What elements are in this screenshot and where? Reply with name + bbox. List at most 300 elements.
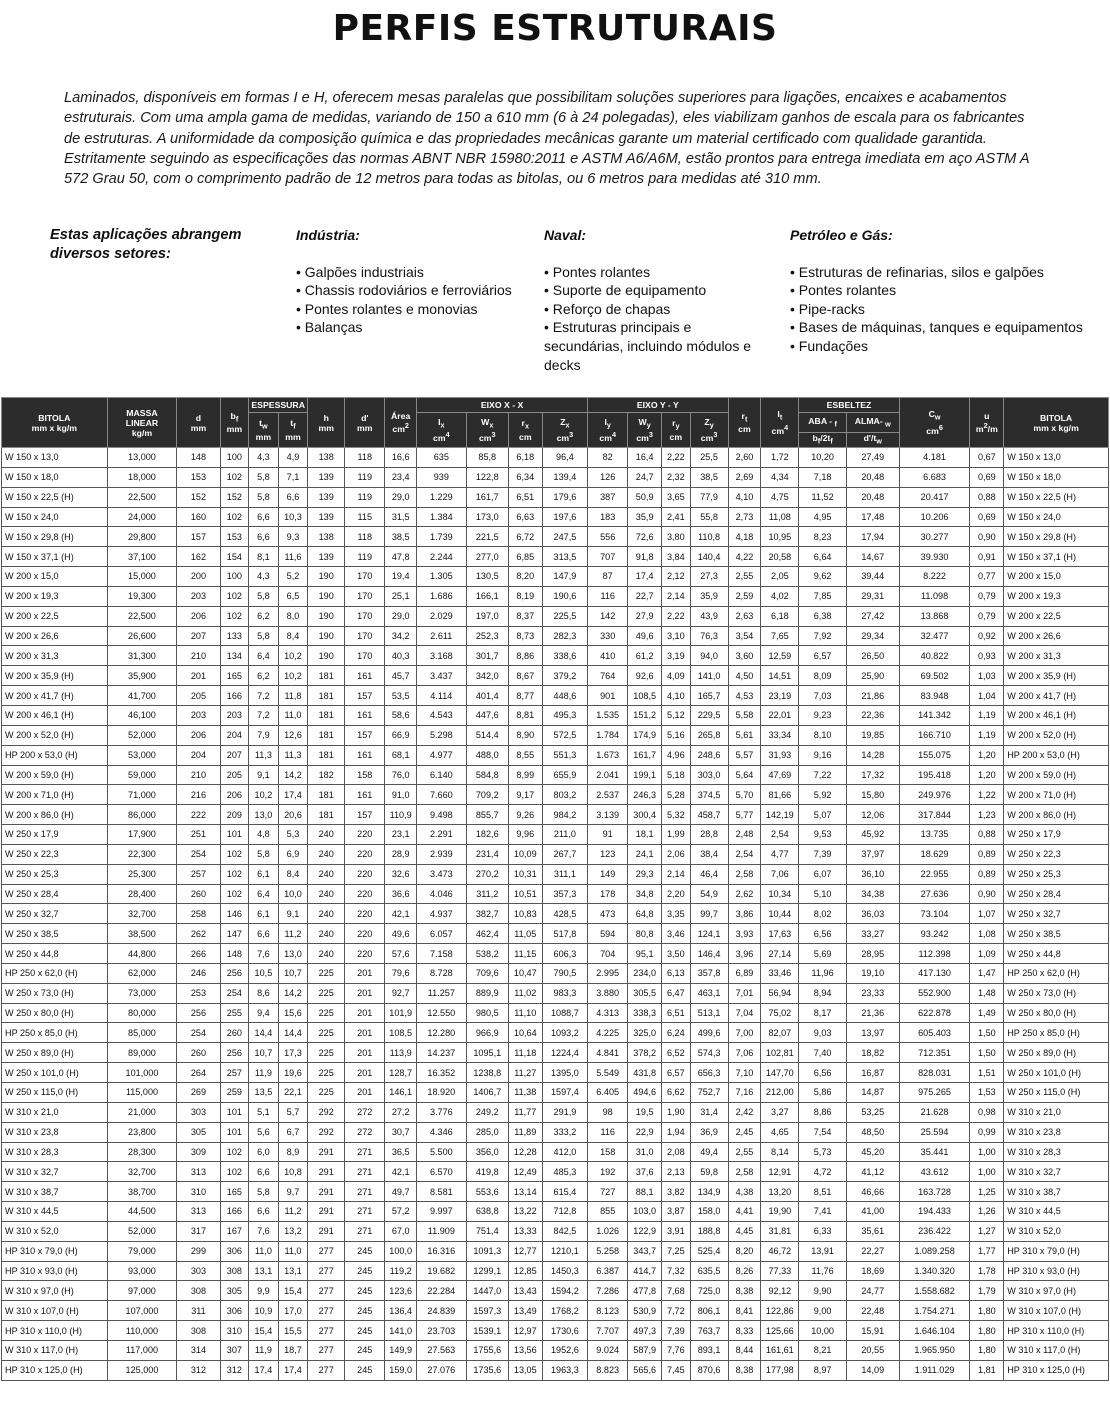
table-cell: 313 <box>177 1202 220 1222</box>
table-cell: 17,900 <box>107 825 177 845</box>
table-cell: 190 <box>308 626 345 646</box>
table-cell: 17,94 <box>846 527 899 547</box>
table-cell: 170 <box>345 626 385 646</box>
table-cell: W 310 x 28,3 <box>1004 1142 1109 1162</box>
table-cell: 8,23 <box>799 527 847 547</box>
table-cell: 13,49 <box>508 1301 542 1321</box>
table-cell: 10,95 <box>761 527 799 547</box>
table-cell: 35.441 <box>899 1142 970 1162</box>
table-cell: 190 <box>308 646 345 666</box>
table-cell: 9,23 <box>799 705 847 725</box>
table-cell: 161,7 <box>628 745 662 765</box>
table-cell: 565,6 <box>628 1360 662 1380</box>
table-cell: 9,9 <box>249 1281 279 1301</box>
table-cell: 1.558.682 <box>899 1281 970 1301</box>
table-cell: 5,1 <box>249 1102 279 1122</box>
table-cell: 36,5 <box>385 1142 417 1162</box>
table-cell: 707 <box>588 547 628 567</box>
table-cell: 309 <box>177 1142 220 1162</box>
table-cell: 27.563 <box>417 1340 467 1360</box>
table-cell: 11,9 <box>249 1340 279 1360</box>
table-cell: 38,700 <box>107 1182 177 1202</box>
table-cell: 4.937 <box>417 904 467 924</box>
table-cell: W 200 x 15,0 <box>2 567 108 587</box>
table-cell: W 200 x 86,0 (H) <box>1004 805 1109 825</box>
table-cell: 102 <box>220 467 249 487</box>
table-cell: 116 <box>588 586 628 606</box>
table-cell: 5,73 <box>799 1142 847 1162</box>
table-cell: W 310 x 32,7 <box>1004 1162 1109 1182</box>
table-cell: 8,94 <box>799 983 847 1003</box>
table-cell: 8,44 <box>728 1340 761 1360</box>
table-cell: 138 <box>308 527 345 547</box>
table-cell: 225 <box>308 1043 345 1063</box>
table-cell: 8,86 <box>799 1102 847 1122</box>
table-cell: W 310 x 117,0 (H) <box>2 1340 108 1360</box>
table-cell: W 310 x 23,8 <box>2 1122 108 1142</box>
table-cell: HP 310 x 110,0 (H) <box>1004 1321 1109 1341</box>
table-cell: 6,63 <box>508 507 542 527</box>
table-cell: W 150 x 13,0 <box>2 448 108 468</box>
table-cell: 305 <box>220 1281 249 1301</box>
table-cell: 312 <box>177 1360 220 1380</box>
table-cell: 152 <box>220 487 249 507</box>
table-cell: 15,91 <box>846 1321 899 1341</box>
table-cell: 8,6 <box>249 983 279 1003</box>
table-cell: 35,9 <box>690 586 728 606</box>
table-cell: 5,64 <box>728 765 761 785</box>
table-cell: W 250 x 101,0 (H) <box>1004 1063 1109 1083</box>
table-cell: 306 <box>220 1301 249 1321</box>
table-cell: 24,1 <box>628 844 662 864</box>
intro-paragraph: Laminados, disponíveis em formas I e H, oferecem mesas paralelas que possibilitam soluções superiores para ligações, encaixes e acabamentos estruturais. Com uma ampla gama de medidas, variando de 150 a 610 mm (6 à 24 polegadas), eles viabilizam ganhos de escala para os fabricantes de estruturas. A uniformidade da composição química e das propriedades mecânicas garante um material certificado com qualidade garantida. Estritamente seguindo as especificações das normas ABNT NBR 15980:2011 e ASTM A6/A6M, estão prontos para entrega imediata em aço ASTM A 572 Grau 50, com o comprimento padrão de 12 metros para todas as bitolas, ou 6 metros para medidas até 310 mm. <box>64 90 1030 188</box>
table-cell: 66,9 <box>385 725 417 745</box>
table-cell: 3.437 <box>417 666 467 686</box>
table-cell: 271 <box>345 1142 385 1162</box>
table-cell: 7,39 <box>662 1321 691 1341</box>
table-cell: 29,3 <box>628 864 662 884</box>
table-cell: 220 <box>345 904 385 924</box>
table-cell: 790,5 <box>542 963 587 983</box>
table-cell: 210 <box>177 646 220 666</box>
header-zx: $Z_x$ $cm^3$ <box>542 413 587 448</box>
table-cell: 23,19 <box>761 686 799 706</box>
table-cell: 116 <box>588 1122 628 1142</box>
table-cell: 6,2 <box>249 606 279 626</box>
table-cell: 7,54 <box>799 1122 847 1142</box>
table-cell: 538,2 <box>466 944 508 964</box>
table-cell: 6,9 <box>278 844 308 864</box>
table-cell: 277 <box>308 1301 345 1321</box>
table-cell: 43.612 <box>899 1162 970 1182</box>
table-cell: 27,14 <box>761 944 799 964</box>
table-cell: 27,2 <box>385 1102 417 1122</box>
table-cell: 2,06 <box>662 844 691 864</box>
header-ry: $r_y$ cm <box>662 413 691 448</box>
table-cell: 291 <box>308 1142 345 1162</box>
table-cell: 17,32 <box>846 765 899 785</box>
table-cell: 9,53 <box>799 825 847 845</box>
table-cell: 123 <box>588 844 628 864</box>
table-cell: 5,57 <box>728 745 761 765</box>
header-esbeltez: ESBELTEZ <box>799 398 899 413</box>
table-cell: 136,4 <box>385 1301 417 1321</box>
table-cell: 38,5 <box>690 467 728 487</box>
table-cell: 181 <box>308 725 345 745</box>
table-cell: 1093,2 <box>542 1023 587 1043</box>
table-cell: 428,5 <box>542 904 587 924</box>
table-cell: 25,5 <box>690 448 728 468</box>
table-cell: 5.258 <box>588 1241 628 1261</box>
table-cell: 166,1 <box>466 586 508 606</box>
table-cell: 7,32 <box>662 1261 691 1281</box>
table-cell: 4,41 <box>728 1202 761 1222</box>
table-row <box>2 1321 1109 1341</box>
table-cell: 33,27 <box>846 924 899 944</box>
table-cell: 4,10 <box>662 686 691 706</box>
table-cell: 4,22 <box>728 547 761 567</box>
table-cell: 10,0 <box>278 884 308 904</box>
table-row <box>2 1142 1109 1162</box>
table-cell: 7,45 <box>662 1360 691 1380</box>
table-cell: 35,9 <box>628 507 662 527</box>
table-cell: 271 <box>345 1182 385 1202</box>
table-cell: 40.822 <box>899 646 970 666</box>
table-row <box>2 725 1109 745</box>
table-cell: 10,9 <box>249 1301 279 1321</box>
table-cell: 2,73 <box>728 507 761 527</box>
table-row <box>2 705 1109 725</box>
table-cell: 182 <box>308 765 345 785</box>
table-cell: 29,0 <box>385 487 417 507</box>
table-cell: 220 <box>345 944 385 964</box>
table-cell: 2,08 <box>662 1142 691 1162</box>
list-item: • Pontes rolantes <box>544 263 651 280</box>
table-cell: W 200 x 52,0 (H) <box>2 725 108 745</box>
table-cell: W 250 x 73,0 (H) <box>2 983 108 1003</box>
table-cell: 2,22 <box>662 606 691 626</box>
table-cell: 254 <box>177 1023 220 1043</box>
table-cell: 556 <box>588 527 628 547</box>
table-cell: 146 <box>220 904 249 924</box>
table-cell: 99,7 <box>690 904 728 924</box>
table-cell: 32,700 <box>107 1162 177 1182</box>
table-cell: 983,3 <box>542 983 587 1003</box>
table-cell: 6,62 <box>662 1083 691 1103</box>
table-cell: 4,09 <box>662 666 691 686</box>
table-cell: 220 <box>345 924 385 944</box>
header-zy: $Z_y$ $cm^3$ <box>690 413 728 448</box>
table-cell: 463,1 <box>690 983 728 1003</box>
table-cell: 5,58 <box>728 705 761 725</box>
table-cell: 80,8 <box>628 924 662 944</box>
table-cell: 102 <box>220 884 249 904</box>
table-cell: 16,87 <box>846 1063 899 1083</box>
table-cell: 220 <box>345 864 385 884</box>
list-item: • Estruturas principais e secundárias, incluindo módulos e decks <box>544 319 752 373</box>
table-cell: 8,33 <box>728 1321 761 1341</box>
table-cell: 1,00 <box>970 1162 1004 1182</box>
table-cell: 38,4 <box>690 844 728 864</box>
table-cell: 4,50 <box>728 666 761 686</box>
table-cell: 14,28 <box>846 745 899 765</box>
table-cell: 7.286 <box>588 1281 628 1301</box>
table-cell: 240 <box>308 864 345 884</box>
table-cell: 98 <box>588 1102 628 1122</box>
table-cell: 2,05 <box>761 567 799 587</box>
table-cell: 24,000 <box>107 507 177 527</box>
table-cell: 12,77 <box>508 1241 542 1261</box>
table-cell: 7,65 <box>761 626 799 646</box>
table-cell: 204 <box>177 745 220 765</box>
table-cell: 11,52 <box>799 487 847 507</box>
table-cell: 16.316 <box>417 1241 467 1261</box>
table-row <box>2 626 1109 646</box>
table-cell: 4,75 <box>761 487 799 507</box>
table-row <box>2 1241 1109 1261</box>
table-cell: 4,9 <box>278 448 308 468</box>
table-cell: 605.403 <box>899 1023 970 1043</box>
table-cell: 101 <box>220 1102 249 1122</box>
table-cell: 6.140 <box>417 765 467 785</box>
list-item: • Balanças <box>296 319 363 336</box>
table-cell: 46,66 <box>846 1182 899 1202</box>
table-cell: 10,31 <box>508 864 542 884</box>
table-cell: 1210,1 <box>542 1241 587 1261</box>
table-cell: W 250 x 44,8 <box>1004 944 1109 964</box>
table-cell: 125,66 <box>761 1321 799 1341</box>
table-cell: 11,89 <box>508 1122 542 1142</box>
table-cell: W 150 x 37,1 (H) <box>1004 547 1109 567</box>
table-cell: 240 <box>308 924 345 944</box>
table-cell: 9,1 <box>249 765 279 785</box>
table-cell: 59,8 <box>690 1162 728 1182</box>
table-cell: 5,86 <box>799 1083 847 1103</box>
table-cell: 1,47 <box>970 963 1004 983</box>
table-cell: 10,20 <box>799 448 847 468</box>
table-cell: 5,61 <box>728 725 761 745</box>
table-cell: 0,69 <box>970 467 1004 487</box>
table-cell: 55,8 <box>690 507 728 527</box>
table-cell: 6,6 <box>249 924 279 944</box>
table-cell: 170 <box>345 586 385 606</box>
table-cell: 1091,3 <box>466 1241 508 1261</box>
table-cell: 12,85 <box>508 1261 542 1281</box>
table-row <box>2 1202 1109 1222</box>
table-cell: HP 250 x 62,0 (H) <box>1004 963 1109 983</box>
table-cell: W 200 x 26,6 <box>2 626 108 646</box>
table-row <box>2 745 1109 765</box>
table-cell: 225 <box>308 983 345 1003</box>
table-cell: 33,46 <box>761 963 799 983</box>
table-cell: 190 <box>308 586 345 606</box>
table-cell: 245 <box>345 1360 385 1380</box>
table-cell: 7,6 <box>249 944 279 964</box>
table-cell: 19,4 <box>385 567 417 587</box>
table-row <box>2 646 1109 666</box>
table-cell: 205 <box>220 765 249 785</box>
table-cell: 85,000 <box>107 1023 177 1043</box>
table-cell: 8,41 <box>728 1301 761 1321</box>
table-cell: 267,7 <box>542 844 587 864</box>
table-cell: 9,00 <box>799 1301 847 1321</box>
table-cell: 93.242 <box>899 924 970 944</box>
table-cell: 1.229 <box>417 487 467 507</box>
table-cell: 22,9 <box>628 1122 662 1142</box>
header-h: h mm <box>308 398 345 448</box>
table-cell: 42,1 <box>385 904 417 924</box>
table-cell: 9,1 <box>278 904 308 924</box>
table-cell: 92,6 <box>628 666 662 686</box>
table-cell: 222 <box>177 805 220 825</box>
table-cell: 76,3 <box>690 626 728 646</box>
table-cell: 122,86 <box>761 1301 799 1321</box>
table-cell: 311,2 <box>466 884 508 904</box>
table-cell: 855 <box>588 1202 628 1222</box>
table-cell: 41,700 <box>107 686 177 706</box>
table-cell: 1,25 <box>970 1182 1004 1202</box>
table-cell: 462,4 <box>466 924 508 944</box>
table-cell: 7.158 <box>417 944 467 964</box>
table-cell: 357,3 <box>542 884 587 904</box>
table-cell: 91,8 <box>628 547 662 567</box>
table-cell: 37,100 <box>107 547 177 567</box>
table-cell: 80,000 <box>107 1003 177 1023</box>
table-cell: 1.754.271 <box>899 1301 970 1321</box>
table-cell: 157 <box>345 805 385 825</box>
table-cell: 1450,3 <box>542 1261 587 1281</box>
table-cell: 11,9 <box>249 1063 279 1083</box>
table-cell: 246 <box>177 963 220 983</box>
table-cell: 85,8 <box>466 448 508 468</box>
table-cell: 1,50 <box>970 1023 1004 1043</box>
table-row <box>2 1122 1109 1142</box>
table-cell: 161 <box>345 666 385 686</box>
table-cell: 91 <box>588 825 628 845</box>
table-cell: 118 <box>345 527 385 547</box>
table-cell: 313,5 <box>542 547 587 567</box>
table-cell: 110,000 <box>107 1321 177 1341</box>
table-cell: 102 <box>220 864 249 884</box>
table-cell: 8,77 <box>508 686 542 706</box>
table-cell: 14,51 <box>761 666 799 686</box>
table-cell: 17,63 <box>761 924 799 944</box>
table-cell: 1,80 <box>970 1321 1004 1341</box>
table-cell: 201 <box>345 1083 385 1103</box>
table-cell: 69.502 <box>899 666 970 686</box>
table-cell: HP 250 x 85,0 (H) <box>1004 1023 1109 1043</box>
table-cell: W 250 x 32,7 <box>1004 904 1109 924</box>
table-cell: 6,7 <box>278 1122 308 1142</box>
table-row <box>2 1360 1109 1380</box>
table-cell: 5,92 <box>799 785 847 805</box>
table-cell: 9,3 <box>278 527 308 547</box>
table-cell: 338,6 <box>542 646 587 666</box>
table-cell: 8,99 <box>508 765 542 785</box>
table-cell: 36,10 <box>846 864 899 884</box>
table-cell: 7,22 <box>799 765 847 785</box>
table-cell: 101,9 <box>385 1003 417 1023</box>
table-cell: HP 310 x 93,0 (H) <box>2 1261 108 1281</box>
table-cell: W 250 x 25,3 <box>1004 864 1109 884</box>
table-cell: 330 <box>588 626 628 646</box>
table-row <box>2 1043 1109 1063</box>
table-cell: 6,72 <box>508 527 542 547</box>
table-cell: 272 <box>345 1122 385 1142</box>
header-tf: $t_f$ mm <box>278 413 308 448</box>
table-cell: 10,5 <box>249 963 279 983</box>
table-cell: 96,4 <box>542 448 587 468</box>
table-cell: 15,6 <box>278 1003 308 1023</box>
table-cell: 35,61 <box>846 1221 899 1241</box>
table-cell: HP 200 x 53,0 (H) <box>1004 745 1109 765</box>
table-cell: 192 <box>588 1162 628 1182</box>
table-cell: 11.257 <box>417 983 467 1003</box>
table-cell: W 310 x 28,3 <box>2 1142 108 1162</box>
header-alma: ALMA- $_w$ <box>846 413 899 433</box>
table-cell: 1,72 <box>761 448 799 468</box>
table-cell: 277 <box>308 1241 345 1261</box>
table-cell: 1238,8 <box>466 1063 508 1083</box>
table-cell: 1.026 <box>588 1221 628 1241</box>
table-cell: W 200 x 46,1 (H) <box>1004 705 1109 725</box>
table-cell: 14,2 <box>278 983 308 1003</box>
table-cell: 10,2 <box>249 785 279 805</box>
table-cell: 311,1 <box>542 864 587 884</box>
table-cell: 52,000 <box>107 1221 177 1241</box>
table-cell: 1,19 <box>970 725 1004 745</box>
table-cell: 28,95 <box>846 944 899 964</box>
table-cell: 473 <box>588 904 628 924</box>
table-cell: 5,18 <box>662 765 691 785</box>
sector-title: Naval: <box>544 227 587 243</box>
table-cell: 142,19 <box>761 805 799 825</box>
table-cell: 139,4 <box>542 467 587 487</box>
table-cell: W 250 x 38,5 <box>2 924 108 944</box>
table-cell: 31,300 <box>107 646 177 666</box>
table-cell: 181 <box>308 745 345 765</box>
header-bitola: BITOLA mm x kg/m <box>2 398 108 448</box>
table-cell: 517,8 <box>542 924 587 944</box>
table-cell: 271 <box>345 1202 385 1222</box>
header-wy: $W_y$ $cm^3$ <box>628 413 662 448</box>
table-cell: 4,77 <box>761 844 799 864</box>
table-cell: 14,4 <box>278 1023 308 1043</box>
table-cell: 158 <box>345 765 385 785</box>
table-cell: 299 <box>177 1241 220 1261</box>
table-cell: 258 <box>177 904 220 924</box>
table-cell: 8,38 <box>728 1360 761 1380</box>
table-cell: 4.225 <box>588 1023 628 1043</box>
table-cell: 11,05 <box>508 924 542 944</box>
table-cell: 7,2 <box>249 686 279 706</box>
table-cell: 1299,1 <box>466 1261 508 1281</box>
table-cell: 2,13 <box>662 1162 691 1182</box>
table-cell: 4,65 <box>761 1122 799 1142</box>
table-cell: W 310 x 32,7 <box>2 1162 108 1182</box>
table-cell: 889,9 <box>466 983 508 1003</box>
table-cell: 6,56 <box>799 1063 847 1083</box>
table-cell: 46,100 <box>107 705 177 725</box>
table-cell: 170 <box>345 646 385 666</box>
list-item: • Reforço de chapas <box>544 300 671 317</box>
table-cell: 8,4 <box>278 864 308 884</box>
table-cell: 7,03 <box>799 686 847 706</box>
table-row <box>2 467 1109 487</box>
table-cell: 6,57 <box>662 1063 691 1083</box>
table-row <box>2 805 1109 825</box>
table-cell: 245 <box>345 1340 385 1360</box>
